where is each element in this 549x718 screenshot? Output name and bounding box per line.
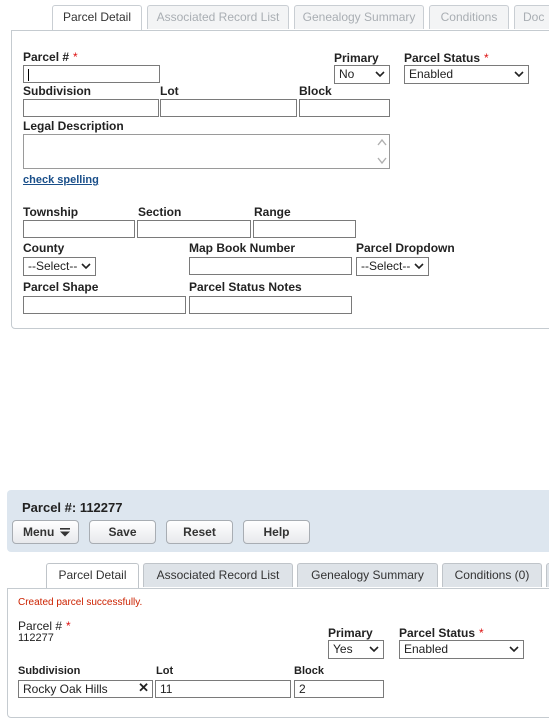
block-field[interactable] xyxy=(299,99,390,117)
parcel-status-notes-field[interactable] xyxy=(189,296,352,314)
map-book-number-label: Map Book Number xyxy=(189,241,296,255)
section-field[interactable] xyxy=(137,220,251,238)
range-label: Range xyxy=(254,205,291,219)
scroll-up-icon[interactable] xyxy=(377,138,387,146)
township-field[interactable] xyxy=(23,220,135,238)
parcel-number-label: Parcel # * xyxy=(18,619,71,633)
save-button[interactable]: Save xyxy=(89,520,156,544)
parcel-dropdown-label: Parcel Dropdown xyxy=(356,241,455,255)
lot-label: Lot xyxy=(156,665,174,677)
parcel-number-field[interactable] xyxy=(23,65,160,83)
tab-conditions[interactable]: Conditions xyxy=(429,5,509,29)
block-field[interactable]: 2 xyxy=(294,680,384,698)
parcel-status-label: Parcel Status * xyxy=(399,626,484,640)
subdivision-label: Subdivision xyxy=(23,84,92,98)
parcel-shape-label: Parcel Shape xyxy=(23,280,99,294)
tab-documents[interactable]: Doc xyxy=(514,5,549,29)
tab-parcel-detail[interactable]: Parcel Detail xyxy=(46,563,139,589)
subdivision-field[interactable] xyxy=(23,99,159,117)
chevron-down-icon xyxy=(81,261,91,271)
parcel-status-select[interactable]: Enabled xyxy=(404,65,529,84)
tab-genealogy-summary[interactable]: Genealogy Summary xyxy=(297,563,438,587)
chevron-down-icon xyxy=(369,644,379,654)
chevron-down-icon xyxy=(414,261,424,271)
parcel-dropdown-select[interactable]: --Select-- xyxy=(356,257,429,276)
block-label: Block xyxy=(294,665,324,677)
county-select[interactable]: --Select-- xyxy=(23,257,96,276)
check-spelling-link[interactable]: check spelling xyxy=(23,174,99,186)
parcel-status-notes-label: Parcel Status Notes xyxy=(189,280,302,294)
chevron-down-icon xyxy=(509,644,519,654)
reset-button[interactable]: Reset xyxy=(166,520,233,544)
menu-button[interactable]: Menu xyxy=(12,520,79,544)
scroll-down-icon[interactable] xyxy=(377,157,387,165)
primary-label: Primary xyxy=(334,51,379,65)
lot-label: Lot xyxy=(160,84,179,98)
legal-description-textarea[interactable] xyxy=(23,134,390,169)
parcel-status-label: Parcel Status * xyxy=(404,51,489,65)
tab-associated-record-list[interactable]: Associated Record List xyxy=(143,563,293,587)
chevron-down-icon xyxy=(514,69,524,79)
success-message: Created parcel successfully. xyxy=(18,597,143,608)
subdivision-label: Subdivision xyxy=(18,665,81,677)
parcel-number-label: Parcel # * xyxy=(23,50,78,64)
map-book-number-field[interactable] xyxy=(189,257,352,275)
clear-icon[interactable]: ✕ xyxy=(138,680,149,695)
primary-label: Primary xyxy=(328,626,373,640)
tab-conditions[interactable]: Conditions (0) xyxy=(442,563,542,587)
parcel-status-select[interactable]: Enabled xyxy=(399,640,524,659)
section-label: Section xyxy=(138,205,182,219)
lot-field[interactable] xyxy=(160,99,297,117)
chevron-down-icon xyxy=(375,69,385,79)
range-field[interactable] xyxy=(253,220,356,238)
township-label: Township xyxy=(23,205,79,219)
parcel-shape-field[interactable] xyxy=(23,296,186,314)
tab-genealogy-summary[interactable]: Genealogy Summary xyxy=(294,5,424,29)
subdivision-field[interactable]: Rocky Oak Hills ✕ xyxy=(18,680,153,698)
tab-associated-record-list[interactable]: Associated Record List xyxy=(147,5,289,29)
menu-icon xyxy=(60,528,70,537)
primary-select[interactable]: No xyxy=(334,65,390,84)
county-label: County xyxy=(23,241,65,255)
tab-parcel-detail[interactable]: Parcel Detail xyxy=(52,5,142,31)
parcel-number-value: 112277 xyxy=(18,632,54,644)
block-label: Block xyxy=(299,84,332,98)
lot-field[interactable]: 11 xyxy=(155,680,291,698)
primary-select[interactable]: Yes xyxy=(328,640,384,659)
page-title: Parcel #: 112277 xyxy=(22,500,123,515)
legal-description-label: Legal Description xyxy=(23,119,124,133)
help-button[interactable]: Help xyxy=(243,520,310,544)
